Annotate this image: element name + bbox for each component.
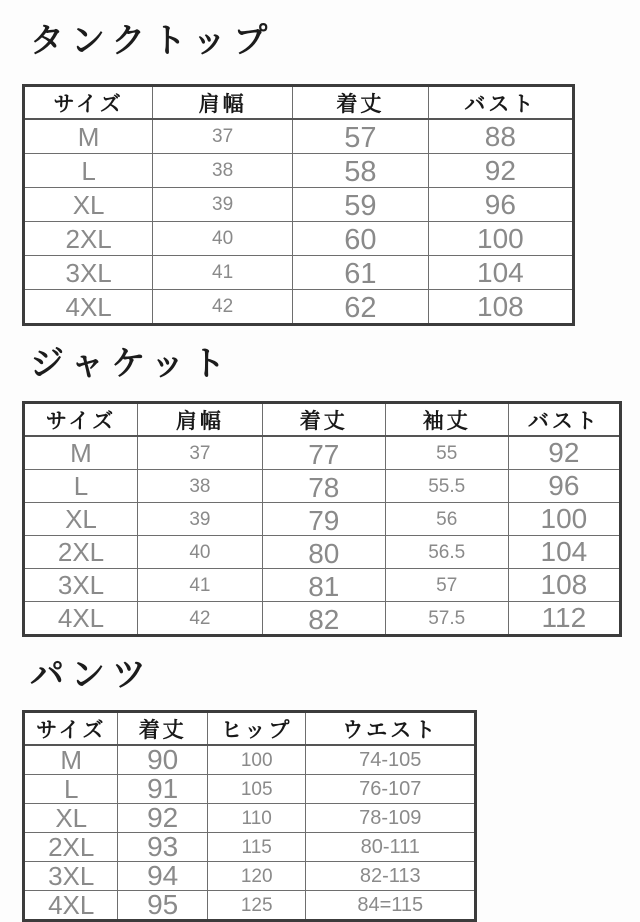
- table-cell: 112: [508, 602, 620, 636]
- table-cell: 115: [207, 833, 306, 862]
- table-cell: M: [24, 119, 153, 154]
- column-header: サイズ: [24, 403, 138, 437]
- table-cell: 92: [508, 436, 620, 470]
- table-cell: 91: [118, 775, 207, 804]
- table-cell: 41: [138, 569, 263, 602]
- table-cell: 104: [428, 256, 573, 290]
- table-cell: 108: [428, 290, 573, 325]
- table-cell: 78: [262, 470, 385, 503]
- table-cell: 120: [207, 862, 306, 891]
- table-cell: 77: [262, 436, 385, 470]
- table-row: [24, 536, 621, 569]
- table-cell: 100: [428, 222, 573, 256]
- table-cell: XL: [24, 804, 118, 833]
- table-cell: 100: [508, 503, 620, 536]
- table-cell: 40: [153, 222, 293, 256]
- table-cell: L: [24, 775, 118, 804]
- table-cell: 80-111: [306, 833, 476, 862]
- pants-title: パンツ: [30, 657, 153, 694]
- table-cell: 41: [153, 256, 293, 290]
- table-cell: 100: [207, 745, 306, 775]
- column-header: 着丈: [292, 86, 428, 120]
- table-row: [24, 569, 621, 602]
- table-cell: 94: [118, 862, 207, 891]
- size-chart-page: [0, 22, 640, 922]
- table-cell: 95: [118, 891, 207, 921]
- table-cell: M: [24, 436, 138, 470]
- table-cell: 80: [262, 536, 385, 569]
- table-cell: 82-113: [306, 862, 476, 891]
- table-cell: 81: [262, 569, 385, 602]
- table-cell: 96: [428, 188, 573, 222]
- table-cell: 96: [508, 470, 620, 503]
- table-cell: 104: [508, 536, 620, 569]
- column-header: 着丈: [262, 403, 385, 437]
- table-cell: 88: [428, 119, 573, 154]
- table-cell: 93: [118, 833, 207, 862]
- column-header: バスト: [508, 403, 620, 437]
- table-cell: 62: [292, 290, 428, 325]
- table-cell: XL: [24, 503, 138, 536]
- table-row: [24, 256, 574, 290]
- table-cell: 37: [153, 119, 293, 154]
- column-header: ヒップ: [207, 712, 306, 746]
- table-cell: 74-105: [306, 745, 476, 775]
- table-cell: 76-107: [306, 775, 476, 804]
- jacket-size-table: [22, 401, 622, 637]
- table-cell: 4XL: [24, 891, 118, 921]
- table-cell: 125: [207, 891, 306, 921]
- table-row: [24, 503, 621, 536]
- table-cell: 42: [153, 290, 293, 325]
- table-cell: 84=115: [306, 891, 476, 921]
- table-cell: 110: [207, 804, 306, 833]
- table-cell: 60: [292, 222, 428, 256]
- table-cell: 39: [153, 188, 293, 222]
- section-tanktop: [0, 22, 640, 326]
- column-header: サイズ: [24, 712, 118, 746]
- table-cell: 61: [292, 256, 428, 290]
- table-cell: 3XL: [24, 862, 118, 891]
- section-jacket: [0, 345, 640, 637]
- table-row: [24, 436, 621, 470]
- tanktop-size-table: [22, 84, 575, 326]
- header-row: [24, 712, 476, 746]
- column-header: 袖丈: [385, 403, 508, 437]
- table-cell: L: [24, 154, 153, 188]
- section-pants: [0, 656, 640, 922]
- table-cell: 59: [292, 188, 428, 222]
- table-cell: 3XL: [24, 569, 138, 602]
- table-cell: 39: [138, 503, 263, 536]
- table-cell: 38: [138, 470, 263, 503]
- table-row: [24, 775, 476, 804]
- header-row: [24, 403, 621, 437]
- table-cell: M: [24, 745, 118, 775]
- table-cell: 3XL: [24, 256, 153, 290]
- table-cell: 108: [508, 569, 620, 602]
- pants-size-table: [22, 710, 477, 922]
- header-row: [24, 86, 574, 120]
- table-row: [24, 119, 574, 154]
- jacket-title: ジャケット: [30, 346, 233, 383]
- table-cell: 56.5: [385, 536, 508, 569]
- table-cell: 78-109: [306, 804, 476, 833]
- tanktop-title: タンクトップ: [30, 23, 275, 60]
- table-cell: 92: [118, 804, 207, 833]
- table-row: [24, 804, 476, 833]
- table-cell: 79: [262, 503, 385, 536]
- column-header: 肩幅: [138, 403, 263, 437]
- table-cell: 2XL: [24, 222, 153, 256]
- table-cell: 40: [138, 536, 263, 569]
- table-cell: XL: [24, 188, 153, 222]
- table-cell: 58: [292, 154, 428, 188]
- table-row: [24, 833, 476, 862]
- column-header: サイズ: [24, 86, 153, 120]
- column-header: 着丈: [118, 712, 207, 746]
- table-cell: 92: [428, 154, 573, 188]
- table-row: [24, 602, 621, 636]
- table-cell: L: [24, 470, 138, 503]
- column-header: バスト: [428, 86, 573, 120]
- table-row: [24, 891, 476, 921]
- column-header: 肩幅: [153, 86, 293, 120]
- table-row: [24, 290, 574, 325]
- table-row: [24, 470, 621, 503]
- table-cell: 82: [262, 602, 385, 636]
- table-cell: 105: [207, 775, 306, 804]
- table-cell: 4XL: [24, 602, 138, 636]
- table-cell: 57.5: [385, 602, 508, 636]
- table-cell: 38: [153, 154, 293, 188]
- table-cell: 90: [118, 745, 207, 775]
- table-cell: 42: [138, 602, 263, 636]
- table-cell: 37: [138, 436, 263, 470]
- table-cell: 55.5: [385, 470, 508, 503]
- table-cell: 56: [385, 503, 508, 536]
- table-cell: 57: [292, 119, 428, 154]
- table-cell: 4XL: [24, 290, 153, 325]
- table-cell: 2XL: [24, 833, 118, 862]
- table-row: [24, 154, 574, 188]
- table-row: [24, 862, 476, 891]
- table-row: [24, 188, 574, 222]
- table-cell: 57: [385, 569, 508, 602]
- table-row: [24, 745, 476, 775]
- table-row: [24, 222, 574, 256]
- column-header: ウエスト: [306, 712, 476, 746]
- table-cell: 55: [385, 436, 508, 470]
- table-cell: 2XL: [24, 536, 138, 569]
